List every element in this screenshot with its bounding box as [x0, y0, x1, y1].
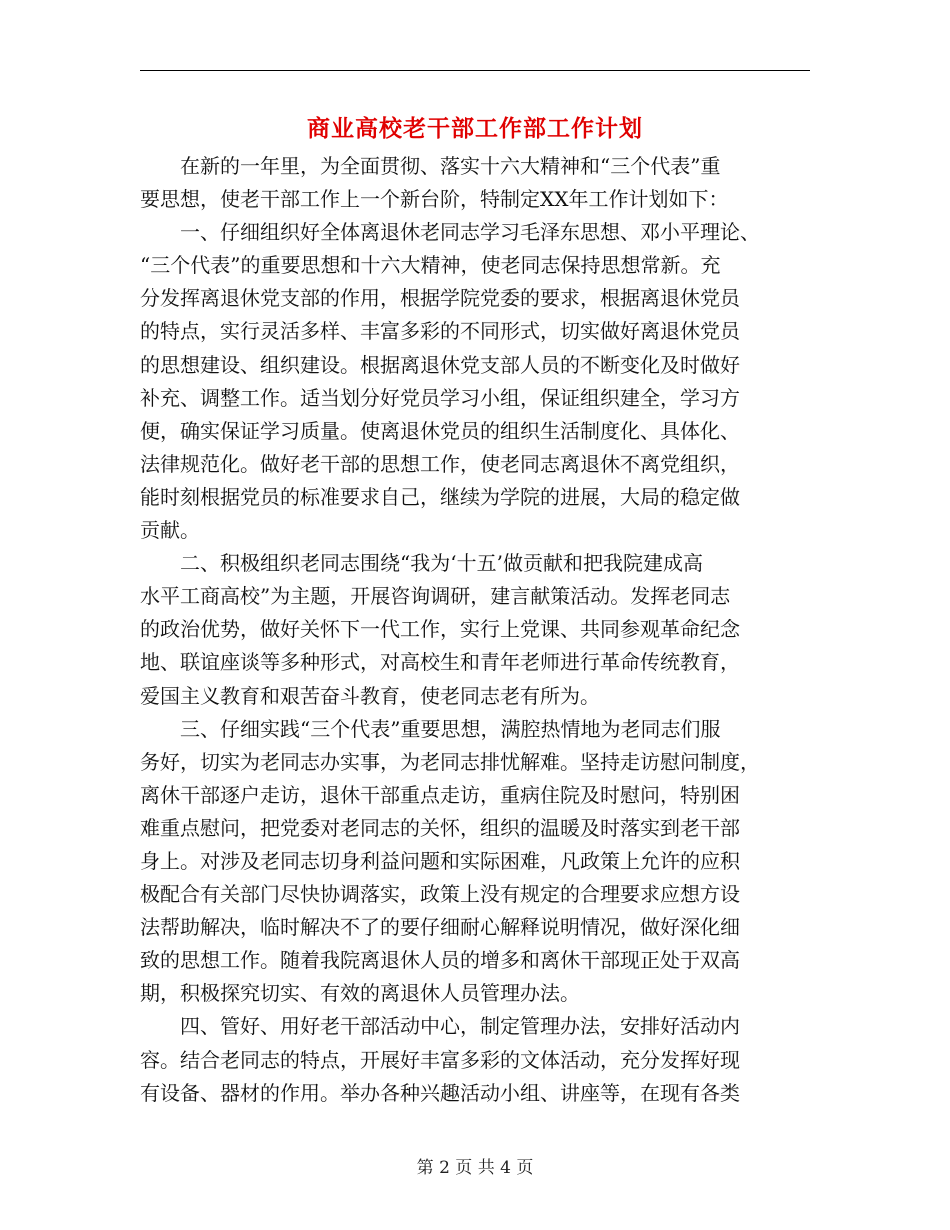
document-title: 商业高校老干部工作部工作计划	[307, 115, 643, 142]
body-text-line: 一、仔细组织好全体离退休老同志学习毛泽东思想、邓小平理论、	[140, 220, 760, 245]
body-text-line: 法律规范化。做好老干部的思想工作，使老同志离退休不离党组织，	[140, 451, 740, 476]
body-text-line: 地、联谊座谈等多种形式，对高校生和青年老师进行革命传统教育，	[140, 650, 740, 675]
body-text-line: 水平工商高校”为主题，开展咨询调研，建言献策活动。发挥老同志	[140, 584, 731, 609]
body-text-line: 贡献。	[140, 518, 200, 543]
body-text-line: 法帮助解决，临时解决不了的要仔细耐心解释说明情况，做好深化细	[140, 915, 740, 940]
body-text-line: 的政治优势，做好关怀下一代工作，实行上党课、共同参观革命纪念	[140, 617, 740, 642]
body-text-line: 补充、调整工作。适当划分好党员学习小组，保证组织建全，学习方	[140, 385, 740, 410]
body-text-line: 的思想建设、组织建设。根据离退休党支部人员的不断变化及时做好	[140, 352, 740, 377]
body-text-line: 致的思想工作。随着我院离退休人员的增多和离休干部现正处于双高	[140, 948, 740, 973]
body-text-line: 能时刻根据党员的标准要求自己，继续为学院的进展，大局的稳定做	[140, 484, 740, 509]
body-text-line: 便，确实保证学习质量。使离退休党员的组织生活制度化、具体化、	[140, 418, 740, 443]
body-text-line: 三、仔细实践“三个代表”重要思想，满腔热情地为老同志们服	[140, 716, 721, 741]
body-text-line: 极配合有关部门尽快协调落实，政策上没有规定的合理要求应想方设	[140, 882, 740, 907]
body-text-line: 分发挥离退休党支部的作用，根据学院党委的要求，根据离退休党员	[140, 286, 740, 311]
body-text-line: 难重点慰问，把党委对老同志的关怀，组织的温暖及时落实到老干部	[140, 815, 740, 840]
body-text-line: 容。结合老同志的特点，开展好丰富多彩的文体活动，充分发挥好现	[140, 1047, 740, 1072]
body-text-line: 身上。对涉及老同志切身利益问题和实际困难，凡政策上允许的应积	[140, 848, 740, 873]
body-text-line: “三个代表”的重要思想和十六大精神，使老同志保持思想常新。充	[140, 253, 721, 278]
body-text-line: 离休干部逐户走访，退休干部重点走访，重病住院及时慰问，特别困	[140, 782, 740, 807]
body-text-line: 四、管好、用好老干部活动中心，制定管理办法，安排好活动内	[140, 1014, 740, 1039]
body-text-line: 务好，切实为老同志办实事，为老同志排忧解难。坚持走访慰问制度，	[140, 749, 760, 774]
body-text-line: 爱国主义教育和艰苦奋斗教育，使老同志老有所为。	[140, 683, 600, 708]
page-number: 第 2 页 共 4 页	[416, 1158, 534, 1178]
document-body	[140, 150, 810, 1110]
body-text-line: 二、积极组织老同志围绕“我为‘十五’做贡献和把我院建成高	[140, 551, 703, 576]
body-text-line: 要思想，使老干部工作上一个新台阶，特制定XX年工作计划如下：	[140, 187, 729, 212]
body-text-line: 的特点，实行灵活多样、丰富多彩的不同形式，切实做好离退休党员	[140, 319, 740, 344]
body-text-line: 在新的一年里，为全面贯彻、落实十六大精神和“三个代表”重	[140, 154, 721, 178]
header-rule	[140, 70, 810, 71]
body-text-line: 有设备、器材的作用。举办各种兴趣活动小组、讲座等，在现有各类	[140, 1080, 740, 1105]
body-text-line: 期，积极探究切实、有效的离退休人员管理办法。	[140, 981, 580, 1006]
